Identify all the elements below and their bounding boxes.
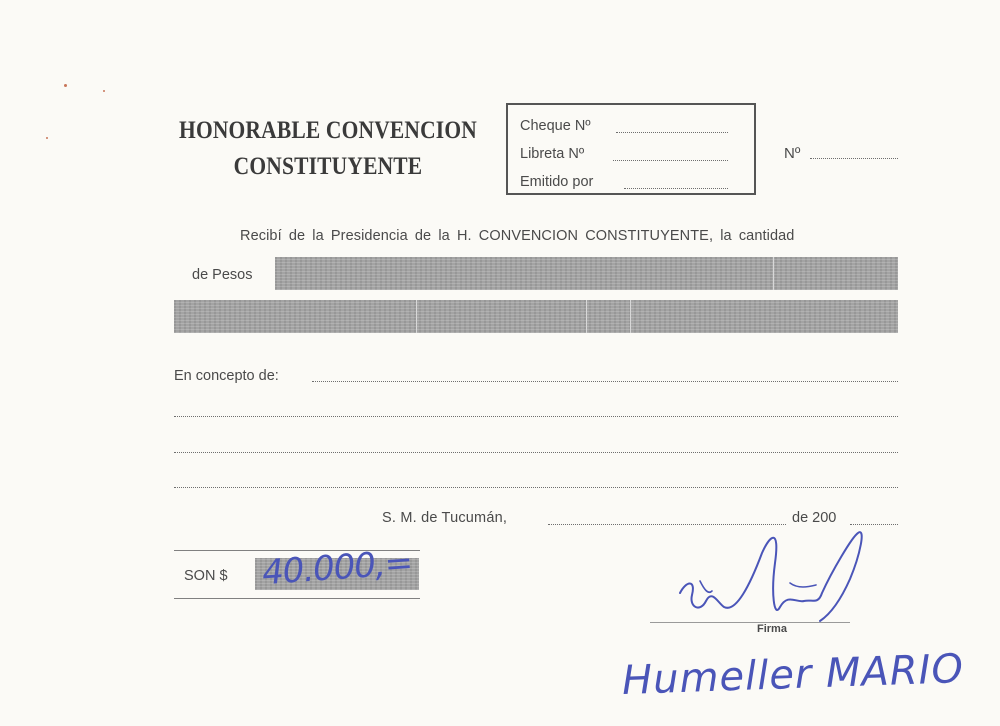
amount-bottom-rule [174, 598, 420, 599]
libreta-number-field[interactable] [613, 160, 728, 161]
received-statement: Recibí de la Presidencia de la H. CONVENCION CONSTITUYENTE, la cantidad [240, 228, 795, 244]
signature-line [650, 622, 850, 623]
title-line-1: HONORABLE CONVENCION [179, 117, 477, 144]
cheque-number-label: Cheque Nº [520, 118, 591, 134]
handwritten-amount: 40.000,= [260, 542, 414, 594]
paper-speck [46, 137, 48, 139]
pesos-amount-field-line-2[interactable] [174, 300, 898, 333]
shade-divider [773, 257, 774, 290]
concepto-label: En concepto de: [174, 368, 279, 384]
emitido-por-field[interactable] [624, 188, 728, 189]
receipt-number-field[interactable] [810, 158, 898, 159]
firma-label: Firma [757, 623, 787, 635]
receipt-number-label: Nº [784, 145, 801, 162]
signer-name-handwritten: Humeller MARIO [621, 646, 965, 704]
concepto-field-line-3[interactable] [174, 452, 898, 453]
pesos-amount-field[interactable] [275, 257, 898, 290]
concepto-field-line-1[interactable] [312, 381, 898, 382]
year-label: de 200 [792, 510, 837, 526]
place-label: S. M. de Tucumán, [382, 510, 508, 526]
shade-divider [630, 300, 631, 333]
paper-speck [103, 90, 105, 92]
pesos-label: de Pesos [192, 267, 253, 283]
paper-speck [64, 84, 67, 87]
title-line-2: CONSTITUYENTE [233, 153, 423, 180]
shade-divider [416, 300, 417, 333]
emitido-por-label: Emitido por [520, 174, 594, 190]
concepto-field-line-2[interactable] [174, 416, 898, 417]
shade-divider [586, 300, 587, 333]
libreta-number-label: Libreta Nº [520, 146, 585, 162]
cheque-number-field[interactable] [616, 132, 728, 133]
son-label: SON $ [184, 568, 228, 584]
concepto-field-line-4[interactable] [174, 487, 898, 488]
